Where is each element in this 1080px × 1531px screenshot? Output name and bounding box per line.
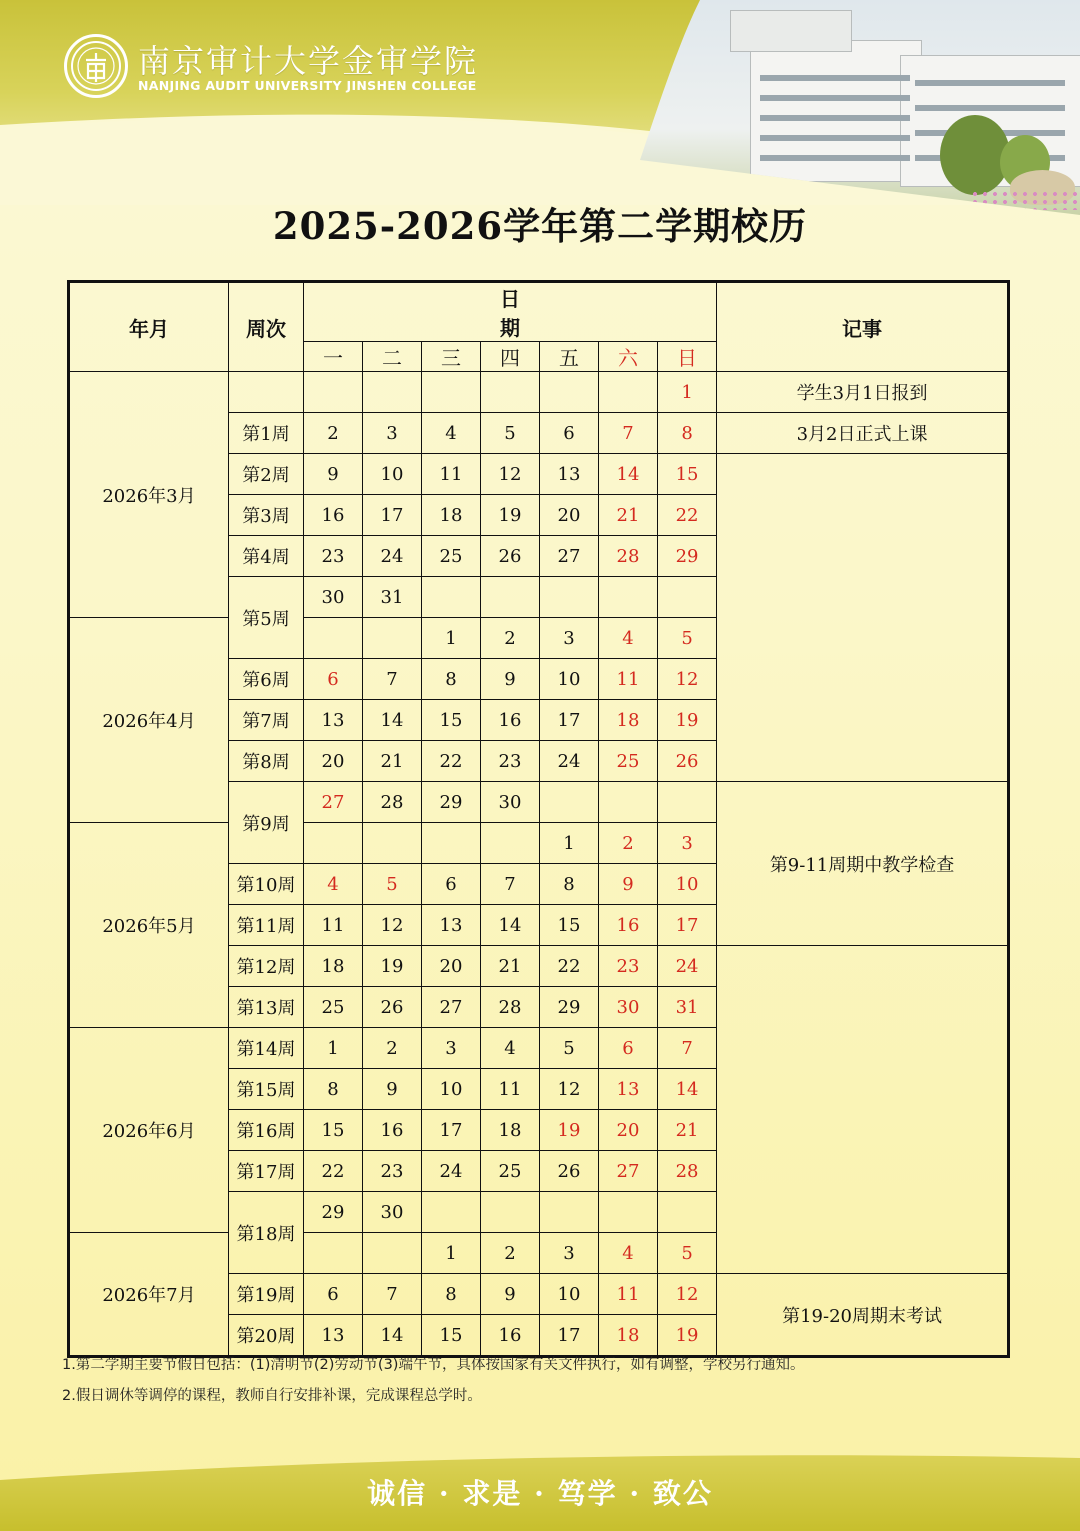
date-cell: 30 [363, 1192, 422, 1233]
week-cell: 第13周 [229, 987, 304, 1028]
date-cell: 4 [481, 1028, 540, 1069]
date-cell: 20 [540, 495, 599, 536]
date-cell: 1 [422, 1233, 481, 1274]
week-cell: 第10周 [229, 864, 304, 905]
header-note: 记事 [717, 282, 1009, 372]
school-name-en: NANJING AUDIT UNIVERSITY JINSHEN COLLEGE [138, 78, 477, 93]
date-cell: 5 [658, 618, 717, 659]
week-cell [229, 372, 304, 413]
header-month: 年月 [69, 282, 229, 372]
date-cell: 6 [540, 413, 599, 454]
date-cell [481, 823, 540, 864]
date-cell: 19 [540, 1110, 599, 1151]
date-cell [599, 1192, 658, 1233]
date-cell [658, 577, 717, 618]
date-cell: 19 [363, 946, 422, 987]
weekday-header: 二 [363, 342, 422, 372]
footnote-2: 2.假日调休等调停的课程，教师自行安排补课，完成课程总学时。 [62, 1388, 482, 1404]
date-cell: 2 [304, 413, 363, 454]
date-cell: 12 [540, 1069, 599, 1110]
date-cell: 18 [304, 946, 363, 987]
date-cell: 16 [599, 905, 658, 946]
date-cell: 10 [540, 1274, 599, 1315]
date-cell: 21 [363, 741, 422, 782]
week-cell: 第4周 [229, 536, 304, 577]
date-cell [481, 1192, 540, 1233]
date-cell: 16 [481, 1315, 540, 1357]
date-cell: 10 [363, 454, 422, 495]
date-cell [481, 372, 540, 413]
date-cell: 6 [304, 659, 363, 700]
date-cell: 21 [599, 495, 658, 536]
date-cell: 12 [658, 659, 717, 700]
date-cell [540, 782, 599, 823]
week-cell: 第2周 [229, 454, 304, 495]
month-cell: 2026年7月 [69, 1233, 229, 1357]
date-cell [658, 782, 717, 823]
date-cell [540, 1192, 599, 1233]
date-cell: 26 [658, 741, 717, 782]
date-cell: 12 [363, 905, 422, 946]
week-cell: 第5周 [229, 577, 304, 659]
date-cell: 22 [422, 741, 481, 782]
date-cell: 18 [599, 1315, 658, 1357]
school-motto: 诚信 · 求是 · 笃学 · 致公 [367, 1477, 713, 1510]
date-cell [363, 618, 422, 659]
date-cell: 15 [304, 1110, 363, 1151]
date-cell: 29 [540, 987, 599, 1028]
week-cell: 第6周 [229, 659, 304, 700]
date-cell: 12 [658, 1274, 717, 1315]
date-cell: 3 [363, 413, 422, 454]
date-cell: 20 [422, 946, 481, 987]
date-cell: 29 [658, 536, 717, 577]
date-cell: 10 [658, 864, 717, 905]
date-cell: 18 [599, 700, 658, 741]
date-cell: 8 [422, 1274, 481, 1315]
date-cell: 25 [304, 987, 363, 1028]
date-cell: 7 [481, 864, 540, 905]
date-cell: 24 [363, 536, 422, 577]
school-seal-icon [70, 40, 122, 92]
date-cell: 12 [481, 454, 540, 495]
date-cell: 15 [540, 905, 599, 946]
date-cell: 14 [658, 1069, 717, 1110]
date-cell: 14 [363, 1315, 422, 1357]
date-cell: 20 [304, 741, 363, 782]
date-cell: 4 [304, 864, 363, 905]
week-cell: 第20周 [229, 1315, 304, 1357]
week-cell: 第8周 [229, 741, 304, 782]
date-cell: 8 [422, 659, 481, 700]
week-cell: 第12周 [229, 946, 304, 987]
date-cell: 11 [422, 454, 481, 495]
date-cell: 25 [599, 741, 658, 782]
date-cell: 21 [481, 946, 540, 987]
date-cell: 10 [540, 659, 599, 700]
date-cell: 7 [363, 659, 422, 700]
date-cell: 13 [540, 454, 599, 495]
date-cell: 30 [599, 987, 658, 1028]
date-cell: 25 [422, 536, 481, 577]
date-cell: 13 [422, 905, 481, 946]
date-cell: 16 [304, 495, 363, 536]
date-cell [599, 577, 658, 618]
date-cell: 11 [599, 659, 658, 700]
date-cell: 18 [481, 1110, 540, 1151]
date-cell: 11 [481, 1069, 540, 1110]
date-cell: 1 [422, 618, 481, 659]
date-cell: 22 [304, 1151, 363, 1192]
date-cell: 5 [481, 413, 540, 454]
date-cell: 2 [481, 1233, 540, 1274]
date-cell [599, 372, 658, 413]
date-cell: 13 [304, 1315, 363, 1357]
date-cell [304, 618, 363, 659]
date-cell [599, 782, 658, 823]
note-cell [717, 454, 1009, 782]
date-cell: 1 [540, 823, 599, 864]
weekday-header: 三 [422, 342, 481, 372]
note-cell: 第9-11周期中教学检查 [717, 782, 1009, 946]
date-cell: 5 [540, 1028, 599, 1069]
week-cell: 第7周 [229, 700, 304, 741]
date-cell: 22 [658, 495, 717, 536]
month-cell: 2026年5月 [69, 823, 229, 1028]
date-cell [304, 372, 363, 413]
date-cell: 27 [422, 987, 481, 1028]
date-cell: 6 [422, 864, 481, 905]
weekday-header: 日 [658, 342, 717, 372]
school-calendar-table [67, 280, 1010, 1358]
date-cell: 15 [422, 1315, 481, 1357]
date-cell: 28 [481, 987, 540, 1028]
date-cell: 9 [481, 1274, 540, 1315]
date-cell: 23 [599, 946, 658, 987]
footnotes [62, 1350, 1022, 1412]
date-cell [304, 1233, 363, 1274]
date-cell: 2 [363, 1028, 422, 1069]
week-cell: 第3周 [229, 495, 304, 536]
date-cell: 28 [363, 782, 422, 823]
date-cell: 2 [599, 823, 658, 864]
weekday-header: 五 [540, 342, 599, 372]
date-cell: 26 [481, 536, 540, 577]
date-cell: 26 [540, 1151, 599, 1192]
date-cell: 17 [540, 700, 599, 741]
table-row [69, 372, 1009, 413]
date-cell: 8 [658, 413, 717, 454]
date-cell: 20 [599, 1110, 658, 1151]
date-cell: 2 [481, 618, 540, 659]
date-cell: 16 [481, 700, 540, 741]
date-cell: 17 [363, 495, 422, 536]
date-cell: 18 [422, 495, 481, 536]
date-cell: 6 [304, 1274, 363, 1315]
date-cell: 19 [658, 700, 717, 741]
date-cell: 3 [658, 823, 717, 864]
date-cell: 29 [422, 782, 481, 823]
date-cell: 31 [658, 987, 717, 1028]
date-cell [422, 372, 481, 413]
weekday-header: 六 [599, 342, 658, 372]
week-cell: 第16周 [229, 1110, 304, 1151]
week-cell: 第18周 [229, 1192, 304, 1274]
date-cell: 22 [540, 946, 599, 987]
date-cell [422, 823, 481, 864]
date-cell [422, 1192, 481, 1233]
date-cell: 17 [422, 1110, 481, 1151]
date-cell [363, 1233, 422, 1274]
school-logo [64, 34, 128, 98]
school-name-cn: 南京审计大学金审学院 [138, 42, 479, 80]
date-cell: 9 [599, 864, 658, 905]
date-cell: 27 [540, 536, 599, 577]
date-cell: 30 [481, 782, 540, 823]
week-cell: 第9周 [229, 782, 304, 864]
week-cell: 第1周 [229, 413, 304, 454]
date-cell: 16 [363, 1110, 422, 1151]
date-cell [422, 577, 481, 618]
date-cell: 11 [599, 1274, 658, 1315]
date-cell: 1 [658, 372, 717, 413]
date-cell: 4 [599, 1233, 658, 1274]
date-cell [540, 577, 599, 618]
date-cell: 3 [540, 618, 599, 659]
week-cell: 第19周 [229, 1274, 304, 1315]
week-cell: 第17周 [229, 1151, 304, 1192]
week-cell: 第15周 [229, 1069, 304, 1110]
date-cell: 24 [422, 1151, 481, 1192]
date-cell: 13 [304, 700, 363, 741]
date-cell [540, 372, 599, 413]
date-cell: 27 [599, 1151, 658, 1192]
date-cell: 9 [363, 1069, 422, 1110]
date-cell: 9 [304, 454, 363, 495]
date-cell: 27 [304, 782, 363, 823]
date-cell: 8 [540, 864, 599, 905]
note-cell: 学生3月1日报到 [717, 372, 1009, 413]
date-cell: 31 [363, 577, 422, 618]
note-cell [717, 946, 1009, 1274]
date-cell: 19 [481, 495, 540, 536]
date-cell: 7 [658, 1028, 717, 1069]
header-week: 周次 [229, 282, 304, 372]
date-cell: 24 [540, 741, 599, 782]
date-cell: 3 [422, 1028, 481, 1069]
date-cell: 14 [481, 905, 540, 946]
date-cell: 4 [599, 618, 658, 659]
date-cell: 25 [481, 1151, 540, 1192]
date-cell: 24 [658, 946, 717, 987]
date-cell: 17 [658, 905, 717, 946]
date-cell: 5 [363, 864, 422, 905]
date-cell: 15 [422, 700, 481, 741]
date-cell: 14 [599, 454, 658, 495]
date-cell: 26 [363, 987, 422, 1028]
note-cell: 第19-20周期末考试 [717, 1274, 1009, 1357]
date-cell: 23 [481, 741, 540, 782]
date-cell [658, 1192, 717, 1233]
date-cell: 5 [658, 1233, 717, 1274]
date-cell: 4 [422, 413, 481, 454]
week-cell: 第11周 [229, 905, 304, 946]
date-cell: 19 [658, 1315, 717, 1357]
date-cell: 7 [599, 413, 658, 454]
header-date: 日 期 [304, 282, 717, 342]
date-cell: 13 [599, 1069, 658, 1110]
date-cell: 6 [599, 1028, 658, 1069]
date-cell: 17 [540, 1315, 599, 1357]
date-cell [481, 577, 540, 618]
date-cell: 29 [304, 1192, 363, 1233]
date-cell: 7 [363, 1274, 422, 1315]
date-cell: 1 [304, 1028, 363, 1069]
date-cell: 23 [363, 1151, 422, 1192]
month-cell: 2026年3月 [69, 372, 229, 618]
weekday-header: 四 [481, 342, 540, 372]
date-cell: 15 [658, 454, 717, 495]
page-title: 2025-2026学年第二学期校历 [272, 204, 808, 248]
weekday-header: 一 [304, 342, 363, 372]
date-cell: 10 [422, 1069, 481, 1110]
date-cell: 28 [599, 536, 658, 577]
week-cell: 第14周 [229, 1028, 304, 1069]
date-cell: 11 [304, 905, 363, 946]
date-cell: 3 [540, 1233, 599, 1274]
note-cell: 3月2日正式上课 [717, 413, 1009, 454]
month-cell: 2026年6月 [69, 1028, 229, 1233]
date-cell: 14 [363, 700, 422, 741]
date-cell [363, 823, 422, 864]
footnote-1: 1.第二学期主要节假日包括：(1)清明节(2)劳动节(3)端午节，具体按国家有关文件执行，如有调整，学校另行通知。 [62, 1357, 805, 1373]
month-cell: 2026年4月 [69, 618, 229, 823]
date-cell: 23 [304, 536, 363, 577]
date-cell: 30 [304, 577, 363, 618]
date-cell: 8 [304, 1069, 363, 1110]
date-cell [363, 372, 422, 413]
date-cell [304, 823, 363, 864]
date-cell: 9 [481, 659, 540, 700]
date-cell: 28 [658, 1151, 717, 1192]
date-cell: 21 [658, 1110, 717, 1151]
